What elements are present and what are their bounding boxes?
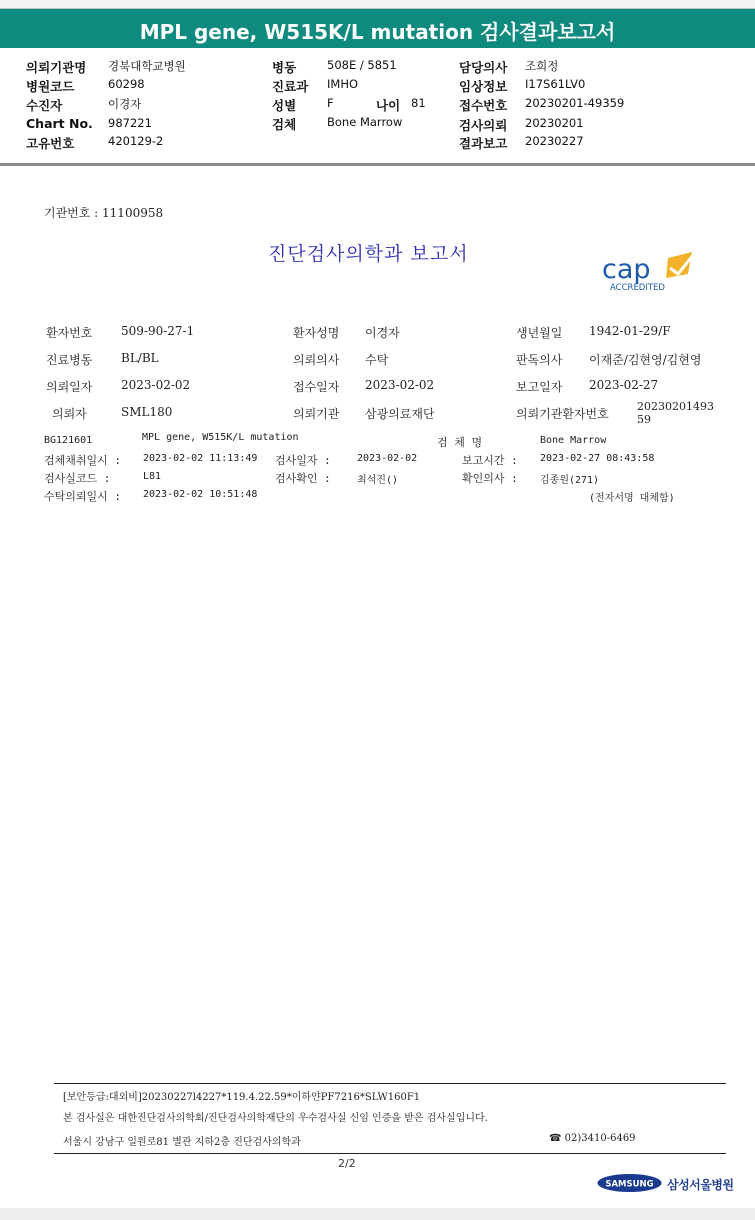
ward-value: 508E / 5851 [327,58,397,72]
specimen-value: Bone Marrow [327,115,403,129]
report-time-label: 보고시간 : [462,454,518,467]
specimen-name-label: 검 체 명 [437,436,483,449]
birth-date-label: 생년월일 [516,326,563,340]
patient-label: 수진자 [26,98,63,113]
doctor-label: 담당의사 [459,60,508,75]
footer-rule-bottom [54,1153,726,1154]
order-date-value: 2023-02-02 [121,378,191,392]
sex-value: F [327,96,334,110]
lab-code-value: L81 [143,471,162,482]
receipt-date-value: 2023-02-02 [365,378,435,392]
title-bar [0,8,755,48]
patient-no-value: 509-90-27-1 [121,324,195,338]
request-date-label: 검사의뢰 [459,118,508,133]
chart-no-value: 987221 [108,116,152,130]
collection-time-label: 검체채취일시 : [44,454,122,467]
report-time-value: 2023-02-27 08:43:58 [540,453,655,464]
page-number: 2/2 [338,1157,356,1170]
patient-no-label: 환자번호 [46,326,93,340]
ward-label: 병동 [272,60,297,75]
unique-no-label: 고유번호 [26,136,75,151]
receipt-no-label: 접수번호 [459,98,508,113]
report-date-label: 결과보고 [459,136,508,151]
org-patient-no-label: 의뢰기관환자번호 [516,407,609,421]
requesting-doctor-label: 의뢰의사 [293,353,340,367]
test-date-value: 2023-02-02 [357,453,418,464]
report-day-value: 2023-02-27 [589,378,659,392]
test-date-label: 검사일자 : [275,454,331,467]
unique-no-value: 420129-2 [108,134,164,148]
hospital-code-label: 병원코드 [26,79,75,94]
chart-no-label: Chart No. [26,116,93,131]
report-date-value: 20230227 [525,134,584,148]
hospital-name-label: 의뢰기관명 [26,60,87,75]
collection-time-value: 2023-02-02 11:13:49 [143,453,258,464]
clinic-ward-value: BL/BL [121,351,159,365]
birth-date-value: 1942-01-29/F [589,324,671,338]
institution-number: 기관번호 : 11100958 [44,206,164,220]
org-patient-no-value: 2023020149359 [637,400,714,426]
patient-name-value: 이경자 [365,326,400,340]
receipt-no-value: 20230201-49359 [525,96,625,110]
age-label: 나이 [376,98,401,113]
samsung-logo-text: SAMSUNG [605,1179,654,1190]
age-value: 81 [411,96,426,110]
certification-note: 본 검사실은 대한진단검사의학회/진단검사의학재단의 우수검사실 신임 인증을 받은 검사실입니다. [63,1113,488,1124]
department-value: IMHO [327,77,359,91]
lab-phone: ☎ 02)3410-6469 [549,1133,636,1144]
request-date-value: 20230201 [525,116,584,130]
test-name: MPL gene, W515K/L mutation [142,432,299,443]
page-title: MPL gene, W515K/L mutation 검사결과보고서 [139,20,616,44]
order-date-label: 의뢰일자 [46,380,93,394]
doctor-value: 조희정 [525,59,559,73]
confirm-doctor-label: 확인의사 : [462,472,518,485]
report-day-label: 보고일자 [516,380,563,394]
specimen-name-value: Bone Marrow [540,435,607,446]
department-label: 진료과 [272,79,309,94]
receipt-date-label: 접수일자 [293,380,340,394]
reading-doctor-label: 판독의사 [516,353,563,367]
requester-label: 의뢰자 [52,407,87,421]
confirm-doctor-value: 김종원(271) [540,475,600,486]
hospital-code-value: 60298 [108,77,145,91]
clinical-info-label: 임상정보 [459,79,508,94]
hospital-logo-name: 삼성서울병원 [667,1178,734,1192]
lab-code-label: 검사실코드 : [44,472,111,485]
test-confirm-value: 최석진() [357,475,399,486]
samsung-logo [597,1173,662,1193]
cap-logo-text: cap [602,254,651,285]
report-title: 진단검사의학과 보고서 [268,243,469,265]
specimen-label: 검체 [272,117,297,132]
clinic-ward-label: 진료병동 [46,353,93,367]
requesting-org-value: 삼광의료재단 [365,407,435,421]
header-divider [0,163,755,166]
e-signature-note: (전자서명 대체함) [589,493,675,504]
patient-value: 이경자 [108,97,142,111]
requester-value: SML180 [121,405,173,419]
cap-logo-subtext: ACCREDITED [610,283,665,293]
consign-time-label: 수탁의뢰일시 : [44,490,122,503]
footer-rule-top [54,1083,726,1084]
security-line: [보안등급:대외비]20230227l4227*119.4.22.59*이하얀PF7216*SLW160F1 [63,1092,421,1103]
top-strip [0,0,755,8]
hospital-name-value: 경북대학교병원 [108,59,186,73]
test-code: BG121601 [44,435,93,446]
test-confirm-label: 검사확인 : [275,472,331,485]
bottom-strip [0,1208,755,1220]
requesting-org-label: 의뢰기관 [293,407,340,421]
clinical-info-value: I17S61LV0 [525,77,586,91]
reading-doctor-value: 이재준/김현영/김현영 [589,353,702,367]
requesting-doctor-value: 수탁 [365,353,389,367]
sex-label: 성별 [272,98,297,113]
cap-accredited-logo [600,248,704,294]
patient-name-label: 환자성명 [293,326,340,340]
consign-time-value: 2023-02-02 10:51:48 [143,489,258,500]
lab-address: 서울시 강남구 일원로81 별관 지하2층 진단검사의학과 [63,1137,301,1148]
